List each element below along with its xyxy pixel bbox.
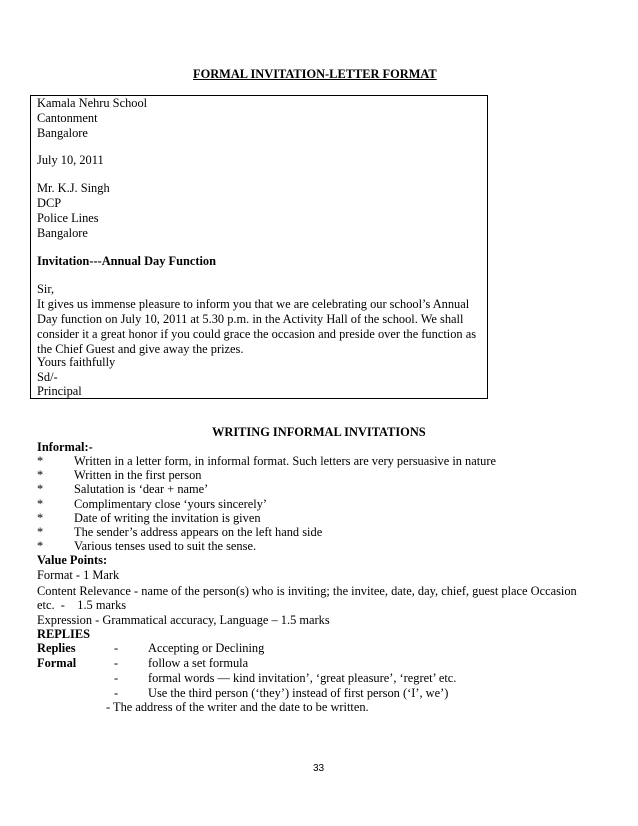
letter-salutation: Sir,	[37, 282, 55, 296]
bullet: *	[37, 497, 44, 511]
replies-last-line: - The address of the writer and the date to be written.	[106, 700, 369, 714]
letter-subject: Invitation---Annual Day Function	[37, 254, 217, 268]
value-points-label: Value Points:	[37, 553, 108, 567]
recipient-line-1: Mr. K.J. Singh	[37, 181, 110, 195]
bullet: *	[37, 511, 44, 525]
replies-label: REPLIES	[37, 627, 91, 641]
replies-row-text: Accepting or Declining	[148, 641, 265, 655]
replies-row-dash: -	[114, 656, 119, 670]
replies-row-text: follow a set formula	[148, 656, 249, 670]
value-format: Format - 1 Mark	[37, 568, 120, 582]
informal-point-6: The sender’s address appears on the left hand side	[74, 525, 323, 539]
letter-closing-2: Sd/-	[37, 370, 58, 384]
letter-closing-3: Principal	[37, 384, 82, 398]
replies-row-dash: -	[114, 686, 119, 700]
informal-heading: WRITING INFORMAL INVITATIONS	[212, 425, 426, 439]
sender-line-1: Kamala Nehru School	[37, 96, 148, 110]
sender-line-3: Bangalore	[37, 126, 88, 140]
letter-body-line-2: Day function on July 10, 2011 at 5.30 p.m. in the Activity Hall of the school. We shall	[37, 312, 464, 326]
replies-row-text: Use the third person (‘they’) instead of first person (‘I’, we’)	[148, 686, 449, 700]
value-expression: Expression - Grammatical accuracy, Language – 1.5 marks	[37, 613, 330, 627]
value-content-line-1: Content Relevance - name of the person(s) who is inviting; the invitee, date, day, chief, guest place Occasion	[37, 584, 577, 598]
bullet: *	[37, 468, 44, 482]
replies-row-dash: -	[114, 641, 119, 655]
letter-body-line-1: It gives us immense pleasure to inform you that we are celebrating our school’s Annual	[37, 297, 470, 311]
formal-format-heading: FORMAL INVITATION-LETTER FORMAT	[193, 67, 437, 81]
letter-body-line-3: consider it a great honor if you could grace the occasion and preside over the function as	[37, 327, 477, 341]
recipient-line-2: DCP	[37, 196, 62, 210]
bullet: *	[37, 482, 44, 496]
letter-body-line-4: the Chief Guest and give away the prizes.	[37, 342, 244, 356]
value-content-line-2: etc. - 1.5 marks	[37, 598, 127, 612]
letter-closing-1: Yours faithfully	[37, 355, 116, 369]
bullet: *	[37, 525, 44, 539]
replies-row-dash: -	[114, 671, 119, 685]
informal-point-2: Written in the first person	[74, 468, 202, 482]
informal-point-3: Salutation is ‘dear + name’	[74, 482, 209, 496]
page-number: 33	[313, 763, 325, 774]
informal-point-7: Various tenses used to suit the sense.	[74, 539, 257, 553]
recipient-line-3: Police Lines	[37, 211, 99, 225]
replies-row-text: formal words — kind invitation’, ‘great pleasure’, ‘regret’ etc.	[148, 671, 457, 685]
informal-point-5: Date of writing the invitation is given	[74, 511, 261, 525]
bullet: *	[37, 454, 44, 468]
recipient-line-4: Bangalore	[37, 226, 88, 240]
sender-line-2: Cantonment	[37, 111, 98, 125]
informal-label: Informal:-	[37, 440, 93, 454]
bullet: *	[37, 539, 44, 553]
replies-row-left: Formal	[37, 656, 77, 670]
informal-point-4: Complimentary close ‘yours sincerely’	[74, 497, 268, 511]
informal-point-1: Written in a letter form, in informal format. Such letters are very persuasive in nature	[74, 454, 497, 468]
letter-date: July 10, 2011	[37, 153, 104, 167]
replies-row-left: Replies	[37, 641, 76, 655]
